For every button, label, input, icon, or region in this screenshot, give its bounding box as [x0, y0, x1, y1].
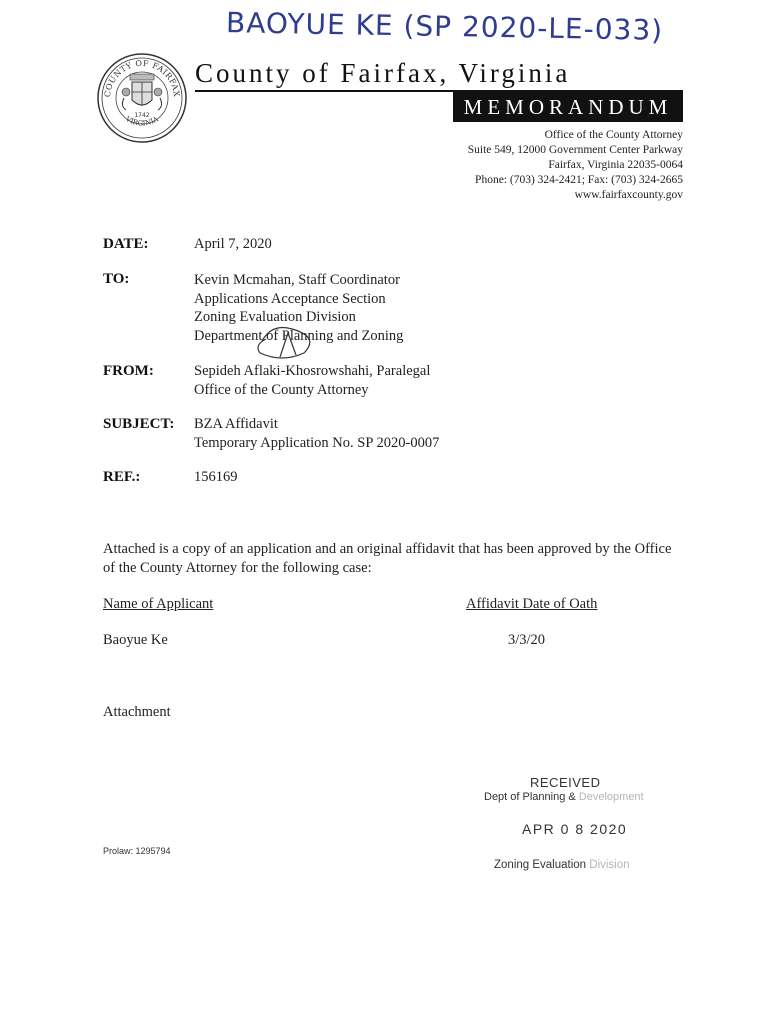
ref-label: REF.:	[103, 469, 141, 485]
stamp-received: RECEIVED	[530, 775, 601, 790]
handwritten-initials	[252, 323, 322, 361]
oath-date-column-header: Affidavit Date of Oath	[466, 596, 598, 612]
office-address	[468, 128, 683, 203]
seal-bottom-text: VIRGINIA	[124, 115, 160, 128]
date-label: DATE:	[103, 236, 149, 252]
applicant-name: Baoyue Ke	[103, 632, 168, 648]
from-line: Office of the County Attorney	[194, 381, 369, 398]
memorandum-banner: MEMORANDUM	[453, 92, 683, 122]
from-sender	[194, 362, 430, 399]
stamp-division: Zoning Evaluation Division	[494, 859, 630, 871]
subject-line: Temporary Application No. SP 2020-0007	[194, 434, 440, 451]
attachment-note: Attachment	[103, 704, 171, 720]
received-stamp	[478, 773, 648, 883]
date-value: April 7, 2020	[194, 236, 272, 252]
subject-label: SUBJECT:	[103, 416, 175, 432]
address-line: Suite 549, 12000 Government Center Parkway	[467, 144, 683, 156]
to-line: Applications Acceptance Section	[194, 290, 386, 307]
body-paragraph: Attached is a copy of an application and an original affidavit that has been approved by the Office of the County Attorney for the following case:	[103, 541, 672, 576]
address-line: Phone: (703) 324-2421; Fax: (703) 324-2665	[475, 174, 683, 186]
seal-year: 1742	[134, 112, 150, 119]
seal-top-text: COUNTY OF FAIRFAX	[102, 58, 182, 98]
stamp-date: APR 0 8 2020	[522, 821, 628, 837]
prolaw-number: Prolaw: 1295794	[103, 846, 171, 856]
address-line: Fairfax, Virginia 22035-0064	[548, 159, 683, 171]
from-label: FROM:	[103, 363, 154, 379]
to-line: Kevin Mcmahan, Staff Coordinator	[194, 272, 400, 288]
to-label: TO:	[103, 271, 130, 287]
handwritten-case-note: BAOYUE KE (SP 2020-LE-033)	[225, 6, 664, 47]
to-line: Department of Planning and Zoning	[194, 327, 404, 344]
stamp-department: Dept of Planning & Development	[484, 791, 644, 803]
oath-date: 3/3/20	[508, 632, 546, 648]
to-line: Zoning Evaluation Division	[194, 309, 356, 325]
address-line: Office of the County Attorney	[544, 129, 683, 141]
county-seal-icon	[96, 52, 188, 144]
subject-text	[194, 415, 439, 452]
address-line: www.fairfaxcounty.gov	[574, 189, 683, 201]
ref-value: 156169	[194, 469, 238, 485]
subject-line: BZA Affidavit	[194, 416, 278, 432]
county-title: County of Fairfax, Virginia	[195, 58, 571, 88]
from-line: Sepideh Aflaki-Khosrowshahi, Paralegal	[194, 363, 431, 379]
applicant-column-header: Name of Applicant	[103, 596, 214, 612]
